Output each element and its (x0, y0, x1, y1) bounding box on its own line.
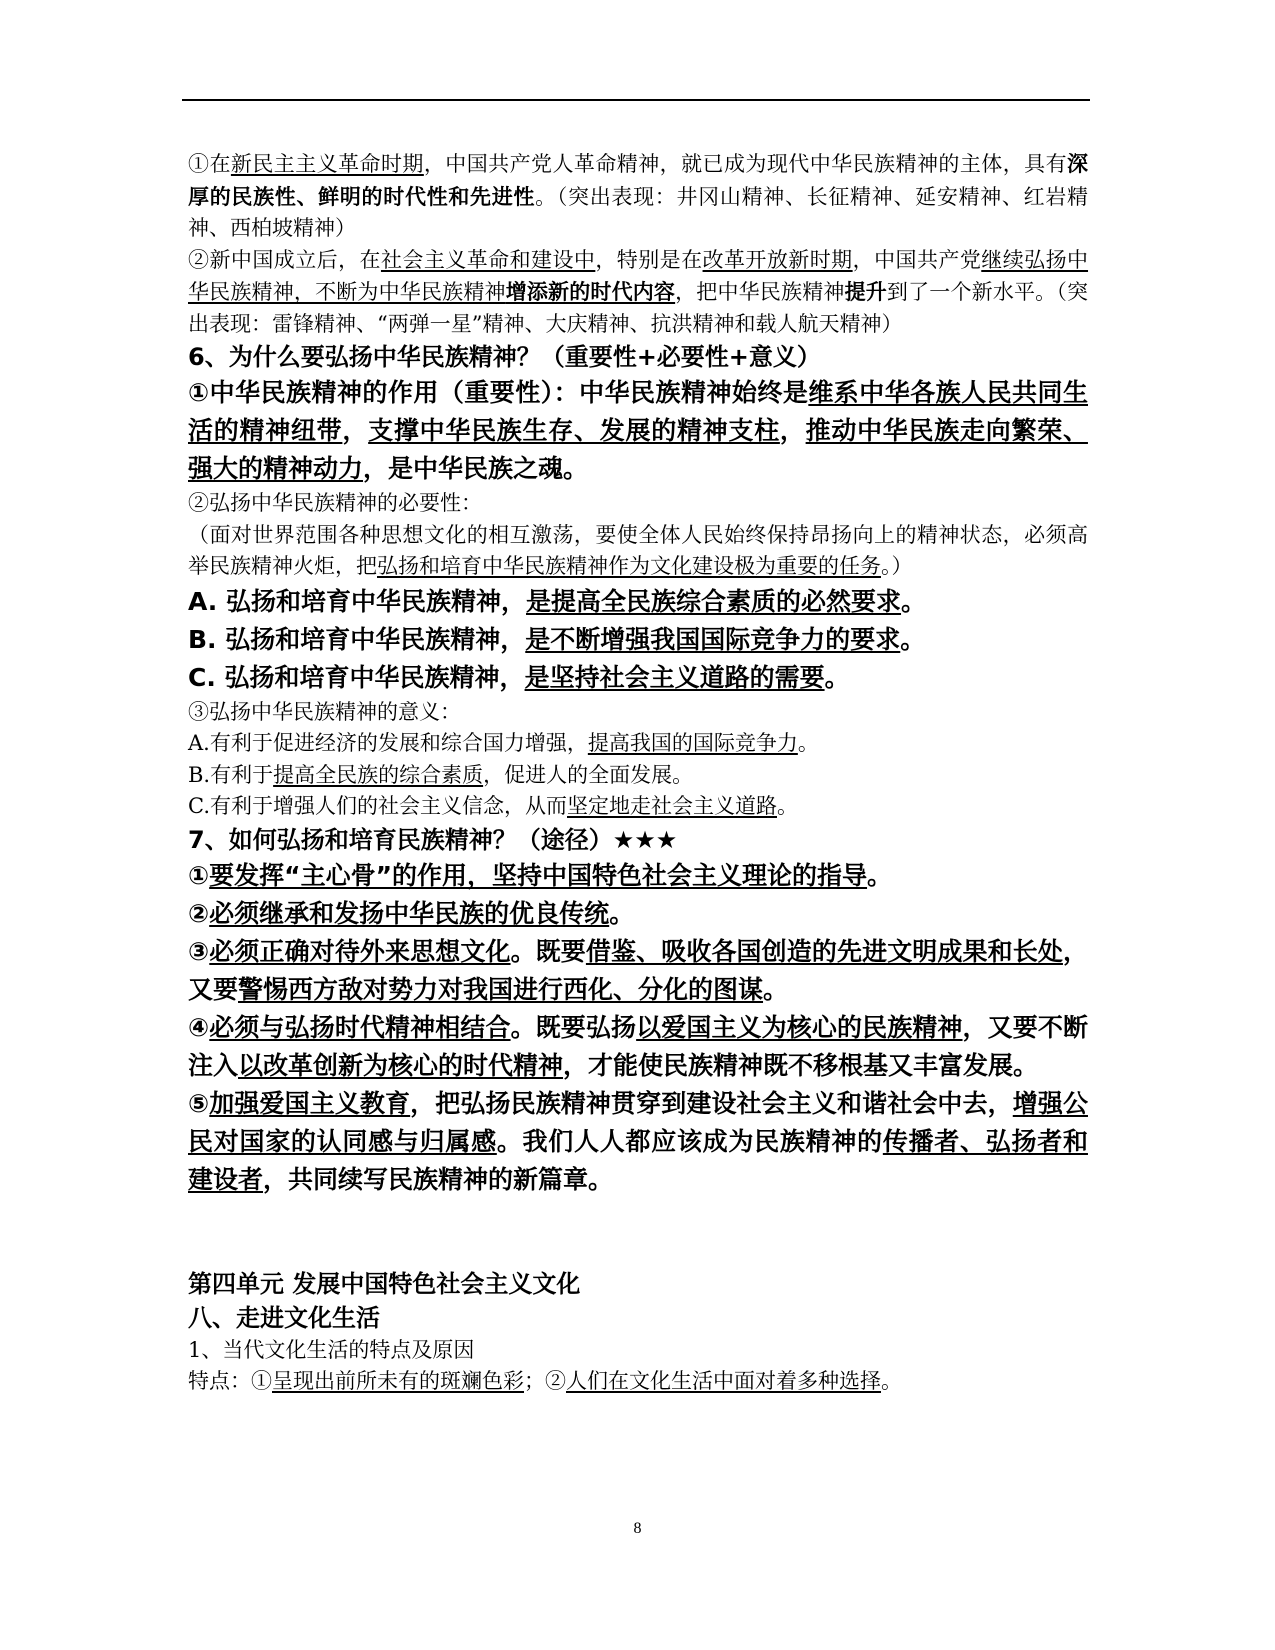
text-run: 到了一个新水平。（突出表现：雷锋精神、“两弹一星”精神、大庆精神、抗洪精神和载人航天精神） (188, 280, 1089, 336)
paragraph (188, 791, 1088, 823)
text-run: （面对世界范围各种思想文化的相互激荡，要使全体人民始终保持昂扬向上的精神状态，必须高举民族精神火炬，把 (188, 522, 1088, 578)
text-run: 。 (609, 898, 635, 928)
text-run: 深厚的民族性、鲜明的时代性和先进性 (188, 151, 1089, 209)
text-run: 。（突出表现：井冈山精神、长征精神、延安精神、红岩精神、西柏坡精神） (188, 184, 1089, 240)
underlined-text: 以爱国主义为核心的民族精神 (636, 1012, 963, 1042)
text-run: ① (188, 860, 210, 890)
text-run: ，才能使民族精神既不移根基又丰富发展。 (563, 1050, 1039, 1080)
text-run: ⑤ (188, 1088, 210, 1118)
text-run: 。 (900, 624, 926, 654)
text-run: ②弘扬中华民族精神的必要性： (188, 491, 482, 515)
text-run: ② (188, 898, 210, 928)
paragraph (188, 488, 1088, 520)
text-run: ，中国共产党 (852, 247, 982, 272)
underlined-text: 社会主义革命和建设中 (380, 247, 596, 272)
paragraph (188, 895, 1088, 933)
page-number: 8 (633, 1520, 642, 1537)
text-run: 。 (824, 662, 850, 692)
paragraph (188, 1085, 1088, 1199)
text-run: 。既要 (510, 936, 586, 966)
text-run: B.有利于 (188, 762, 274, 787)
document-body (188, 148, 1088, 1398)
paragraph (188, 857, 1088, 895)
text-run: ，把中华民族精神 (675, 280, 845, 304)
text-run: ①中华民族精神的作用（重要性）：中华民族精神始终是 (188, 378, 809, 407)
paragraph (188, 520, 1088, 583)
underlined-text: 呈现出前所未有的斑斓色彩 (272, 1369, 524, 1393)
paragraph (188, 1366, 1088, 1398)
text-run: ③ (188, 936, 210, 966)
underlined-text: 增添新的时代内容 (505, 279, 676, 304)
underlined-text: 人们在文化生活中面对着多种选择 (566, 1369, 881, 1393)
text-run: B. 弘扬和培育中华民族精神， (188, 624, 526, 654)
paragraph (188, 583, 1088, 621)
text-run: 。 (867, 860, 893, 890)
underlined-text: 继续弘扬中华民族精神，不断为中华民族精神 (188, 247, 1089, 304)
text-run: ③弘扬中华民族精神的意义： (188, 699, 461, 724)
underlined-text: 传播者、弘扬者和建设者 (188, 1126, 1088, 1194)
underlined-text: 以改革创新为核心的时代精神 (238, 1050, 564, 1080)
paragraph (188, 1335, 1088, 1367)
section-heading (188, 1301, 1088, 1335)
text-run: 。 (797, 731, 819, 755)
text-run: ，特别是在 (595, 247, 703, 272)
paragraph (188, 933, 1088, 1009)
text-run: 。 (901, 586, 927, 616)
text-run: 。 (881, 1369, 902, 1393)
paragraph (188, 148, 1088, 245)
text-run: ， (779, 416, 806, 445)
text-run: ，又要不断注入 (188, 1012, 1088, 1080)
section-heading (188, 340, 1088, 374)
text-run: ，中国共产党人革命精神，就已成为现代中华民族精神的主体，具有 (423, 152, 1068, 176)
underlined-text: 必须正确对待外来思想文化 (209, 936, 511, 966)
underlined-text: 弘扬和培育中华民族精神作为文化建设极为重要的任务 (377, 554, 881, 578)
underlined-text: 维系中华各族人民共同生活的精神纽带 (188, 378, 1088, 445)
paragraph (188, 697, 1088, 729)
text-run: 6、为什么要弘扬中华民族精神？（重要性+必要性+意义） (188, 343, 821, 371)
header-rule (182, 99, 1090, 101)
text-run: C. 弘扬和培育中华民族精神， (188, 662, 525, 692)
paragraph (188, 1009, 1088, 1085)
text-run: ，又要 (188, 936, 1088, 1004)
text-run: ④ (188, 1012, 210, 1042)
underlined-text: 改革开放新时期 (702, 247, 853, 272)
text-run: 提升 (844, 279, 887, 304)
underlined-text: 推动中华民族走向繁荣、强大的精神动力 (188, 416, 1088, 483)
underlined-text: 必须继承和发扬中华民族的优良传统 (209, 898, 610, 928)
text-run: ①在 (188, 152, 231, 176)
underlined-text: 要发挥“主心骨”的作用，坚持中国特色社会主义理论的指导 (209, 860, 868, 890)
text-run: 1、当代文化生活的特点及原因 (188, 1337, 475, 1362)
text-run: 。我们人人都应该成为民族精神的 (496, 1126, 883, 1156)
text-run: ；② (524, 1369, 566, 1393)
underlined-text: 加强爱国主义教育 (209, 1088, 411, 1118)
text-run: A.有利于促进经济的发展和综合国力增强， (188, 731, 588, 755)
text-run: ②新中国成立后，在 (188, 247, 381, 272)
spacer (188, 1215, 1088, 1251)
paragraph (188, 245, 1088, 341)
underlined-text: 借鉴、吸收各国创造的先进文明成果和长处 (585, 936, 1063, 966)
text-run: 。 (763, 974, 789, 1004)
paragraph (188, 374, 1088, 488)
text-run: 特点：① (188, 1369, 272, 1393)
text-run: ，是中华民族之魂。 (363, 454, 589, 483)
underlined-text: 是坚持社会主义道路的需要 (524, 662, 825, 692)
underlined-text: 支撑中华民族生存、发展的精神支柱 (368, 416, 780, 445)
section-heading (188, 1267, 1088, 1301)
text-run: ，把弘扬民族精神贯穿到建设社会主义和谐社会中去， (410, 1088, 1013, 1118)
text-run: A. 弘扬和培育中华民族精神， (188, 586, 527, 616)
text-run: 。） (881, 554, 913, 578)
text-run: 第四单元 发展中国特色社会主义文化 (188, 1269, 581, 1298)
text-run: ，共同续写民族精神的新篇章。 (263, 1164, 614, 1194)
paragraph (188, 728, 1088, 760)
text-run: 7、如何弘扬和培育民族精神？（途径）★★★ (188, 825, 678, 854)
section-heading (188, 823, 1088, 857)
underlined-text: 提高我国的国际竞争力 (587, 731, 798, 755)
paragraph (188, 760, 1088, 792)
underlined-text: 新民主主义革命时期 (230, 152, 424, 176)
paragraph (188, 659, 1088, 697)
underlined-text: 坚定地走社会主义道路 (567, 794, 777, 818)
text-run: 八、走进文化生活 (188, 1303, 380, 1332)
underlined-text: 提高全民族的综合素质 (273, 762, 484, 787)
underlined-text: 是提高全民族综合素质的必然要求 (526, 586, 902, 616)
paragraph (188, 621, 1088, 659)
text-run: ，促进人的全面发展。 (483, 762, 694, 787)
text-run: ， (342, 416, 369, 445)
underlined-text: 增强公民对国家的认同感与归属感 (188, 1088, 1088, 1156)
text-run: C.有利于增强人们的社会主义信念，从而 (188, 794, 567, 818)
text-run: 。 (777, 794, 798, 818)
underlined-text: 是不断增强我国国际竞争力的要求 (525, 624, 901, 654)
text-run: 。既要弘扬 (510, 1012, 637, 1042)
underlined-text: 必须与弘扬时代精神相结合 (209, 1012, 511, 1042)
underlined-text: 警惕西方敌对势力对我国进行西化、分化的图谋 (238, 974, 764, 1004)
